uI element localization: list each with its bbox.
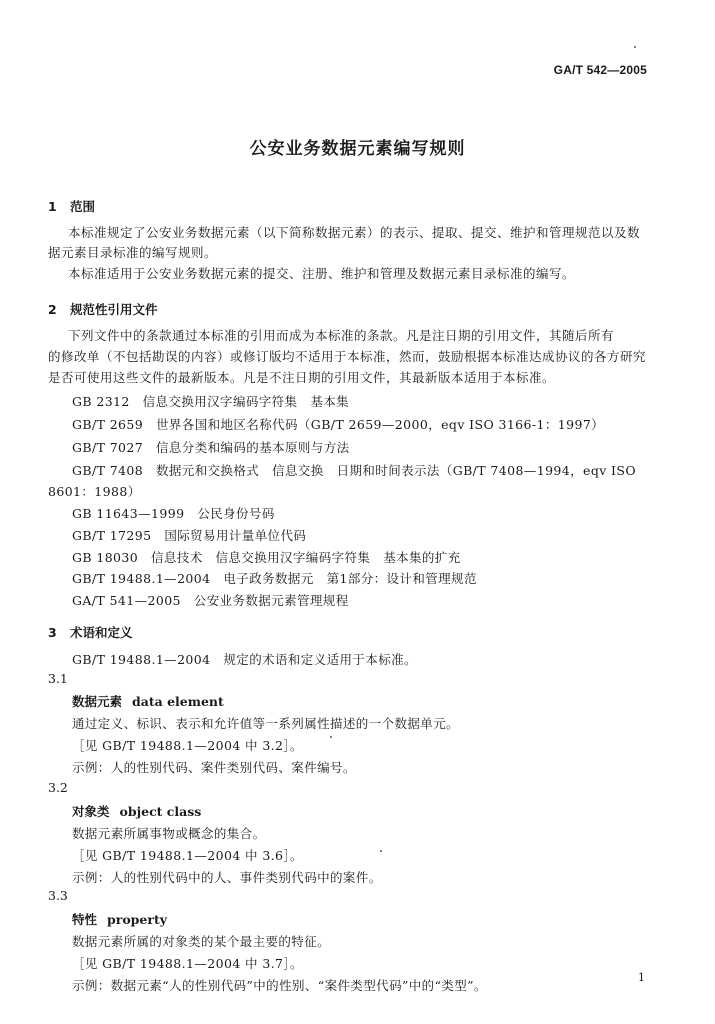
standard-code: GA/T 542—2005	[553, 63, 647, 77]
term-definition: 数据元素所属的对象类的某个最主要的特征。	[72, 934, 331, 949]
term-heading	[72, 802, 201, 820]
reference-item: GB 18030 信息技术 信息交换用汉字编码字符集 基本集的扩充	[72, 550, 461, 565]
reference-item-continuation: 8601：1988）	[48, 484, 141, 499]
term-example: 示例：人的性别代码中的人、事件类别代码中的案件。	[72, 870, 382, 885]
term-chinese: 特性	[72, 912, 98, 927]
scan-speck	[380, 850, 382, 852]
reference-item: GB/T 7027 信息分类和编码的基本原则与方法	[72, 440, 350, 455]
scan-speck	[634, 46, 636, 48]
section-title: 范围	[70, 199, 96, 214]
reference-item: GB 2312 信息交换用汉字编码字符集 基本集	[72, 394, 350, 409]
section-number: 3	[48, 625, 57, 640]
section-3-heading	[48, 623, 133, 641]
term-chinese: 数据元素	[72, 694, 123, 709]
term-definition: 通过定义、标识、表示和允许值等一系列属性描述的一个数据单元。	[72, 716, 460, 731]
scan-speck	[330, 736, 332, 738]
section-2-heading	[48, 300, 158, 318]
section-number: 1	[48, 199, 57, 214]
document-title: 公安业务数据元素编写规则	[249, 139, 466, 159]
section-3-intro: GB/T 19488.1—2004 规定的术语和定义适用于本标准。	[72, 652, 417, 667]
section-1-heading	[48, 197, 95, 215]
section-1-para-line: 本标准适用于公安业务数据元素的提交、注册、维护和管理及数据元素目录标准的编写。	[68, 266, 576, 281]
reference-item: GA/T 541—2005 公安业务数据元素管理规程	[72, 593, 349, 608]
term-heading	[72, 692, 224, 710]
term-chinese: 对象类	[72, 804, 110, 819]
reference-item: GB/T 7408 数据元和交换格式 信息交换 日期和时间表示法（GB/T 7408—1994，eqv ISO	[72, 463, 637, 478]
term-english: object class	[119, 804, 202, 819]
term-heading	[72, 910, 167, 928]
reference-item: GB 11643—1999 公民身份号码	[72, 506, 275, 521]
section-2-para-line: 的修改单（不包括勘误的内容）或修订版均不适用于本标准，然而，鼓励根据本标准达成协议的各方研究	[48, 349, 647, 364]
section-1-para-line: 据元素目录标准的编写规则。	[48, 245, 218, 260]
page-number: 1	[638, 971, 645, 984]
term-source: ［见 GB/T 19488.1—2004 中 3.7］。	[72, 956, 303, 971]
section-1-para-line: 本标准规定了公安业务数据元素（以下简称数据元素）的表示、提取、提交、维护和管理规范以及数	[68, 225, 641, 240]
term-example: 示例：数据元素“人的性别代码”中的性别、“案件类型代码”中的“类型”。	[72, 978, 487, 993]
reference-item: GB/T 17295 国际贸易用计量单位代码	[72, 528, 307, 543]
section-number: 2	[48, 302, 57, 317]
term-definition: 数据元素所属事物或概念的集合。	[72, 826, 266, 841]
section-2-para-line: 是否可使用这些文件的最新版本。凡是不注日期的引用文件，其最新版本适用于本标准。	[48, 370, 556, 385]
clause-number: 3.3	[48, 888, 68, 903]
term-english: property	[107, 912, 167, 927]
clause-number: 3.2	[48, 780, 68, 795]
term-source: ［见 GB/T 19488.1—2004 中 3.2］。	[72, 738, 303, 753]
section-2-para-line: 下列文件中的条款通过本标准的引用而成为本标准的条款。凡是注日期的引用文件，其随后所有	[68, 328, 615, 343]
term-english: data element	[132, 694, 224, 709]
section-title: 术语和定义	[70, 625, 133, 640]
term-source: ［见 GB/T 19488.1—2004 中 3.6］。	[72, 848, 303, 863]
reference-item: GB/T 2659 世界各国和地区名称代码（GB/T 2659—2000，eqv ISO 3166-1：1997）	[72, 417, 605, 432]
clause-number: 3.1	[48, 671, 68, 686]
section-title: 规范性引用文件	[70, 302, 158, 317]
reference-item: GB/T 19488.1—2004 电子政务数据元 第1部分：设计和管理规范	[72, 571, 477, 586]
term-example: 示例：人的性别代码、案件类别代码、案件编号。	[72, 760, 356, 775]
